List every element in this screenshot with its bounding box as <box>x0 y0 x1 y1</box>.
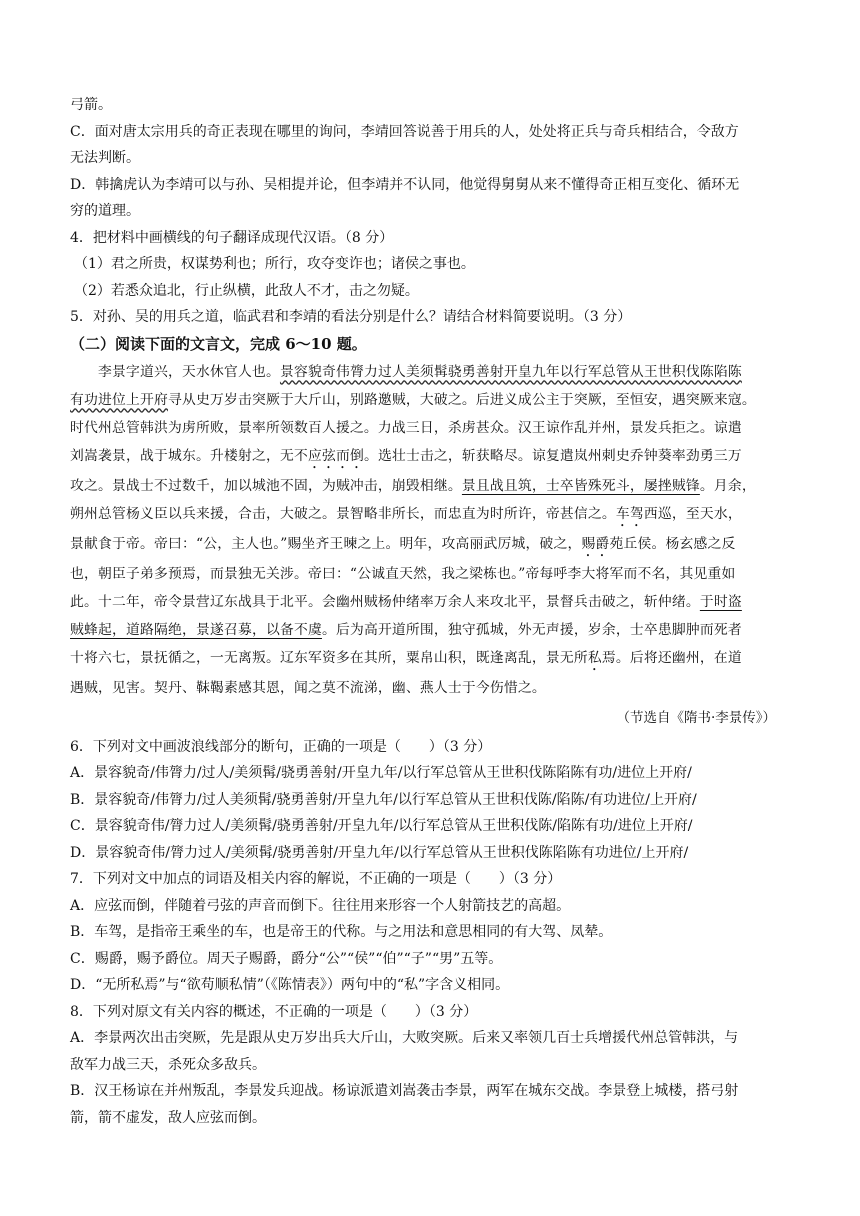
passage-text: 十将六七，景抚循之，一无离叛。辽东军资多在其所，粟帛山积，既逢离乱，景无所 <box>70 649 588 666</box>
section-heading: （二）阅读下面的文言文，完成 6～10 题。 <box>70 334 367 353</box>
classical-passage <box>70 358 790 734</box>
passage-text: 此。十二年，帝令景营辽东战具于北平。会幽州贼杨仲绪率万余人来攻北平，景督兵击破之，斩仲绪。 <box>70 593 700 610</box>
q6-option-d: D．景容貌奇伟/膂力过人/美须髯/骁勇善射/开皇九年/以行军总管从王世积伐陈陷陈有功进位/上开府/ <box>70 844 689 861</box>
q6-option-c: C．景容貌奇伟/膂力过人/美须髯/骁勇善射/开皇九年/以行军总管从王世积伐陈/陷陈有功/进位上开府/ <box>70 818 693 834</box>
q8-stem: 8．下列对原文有关内容的概述，不正确的一项是（ ）（3 分） <box>70 1003 478 1020</box>
passage-text: 焉。后将还幽州，在道 <box>601 649 742 666</box>
passage-line <box>70 588 790 616</box>
passage-line: 也，朝臣子弟多预焉，而景独无关涉。帝曰：“公诚直天然，我之梁栋也。”帝每呼李大将军而不名，其见重如 <box>70 565 736 582</box>
passage-line <box>70 472 790 500</box>
q3-option-c <box>70 119 790 172</box>
passage-text: 西巡，至天水， <box>643 505 742 522</box>
passage-line <box>70 442 790 472</box>
passage-line: 遇贼，见害。契丹、靺鞨素感其恩，闻之莫不流涕，幽、燕人士于今伤惜之。 <box>70 679 546 696</box>
q4-stem: 4．把材料中画横线的句子翻译成现代汉语。（8 分） <box>70 229 394 246</box>
q7-option-a: A．应弦而倒，伴随着弓弦的声音而倒下。往往用来形容一个人射箭技艺的高超。 <box>70 897 571 914</box>
q4-sentence-2: （2）若悉众追北，行止纵横，此敌人不才，击之勿疑。 <box>74 282 419 299</box>
passage-text: 攻之。景战士不过数千，加以城池不固，为贼冲击，崩毁相继。 <box>70 477 462 494</box>
q7-option-d: D．“无所私焉”与“欲苟顺私情”（《陈情表》）两句中的“私”字含义相同。 <box>70 977 510 993</box>
dotted-term: 应弦而倒 <box>307 447 364 464</box>
q8-option-b <box>70 1078 790 1131</box>
q3-option-d <box>70 172 790 225</box>
q8-option-b-line1: B．汉王杨谅在并州叛乱，李景发兵迎战。杨谅派遣刘嵩袭击李景，两军在城东交战。李景登上城楼，搭弓射 <box>70 1083 739 1099</box>
passage-line <box>70 500 790 530</box>
passage-text: 。选壮士击之，斩获略尽。谅复遣岚州刺史乔钟葵率劲勇三万 <box>363 447 742 464</box>
q4-sentence-1: （1）君之所贵，权谋势利也；所行，攻夺变诈也；诸侯之事也。 <box>74 256 475 272</box>
passage-line: 时代州总管韩洪为虏所败，景率所领数百人援之。力战三日，杀虏甚众。汉王谅作乱并州，景发兵拒之。谅遣 <box>70 419 742 436</box>
q7-option-c: C．赐爵，赐予爵位。周天子赐爵，爵分“公”“侯”“伯”“子”“男”五等。 <box>70 950 503 967</box>
wavy-underlined-text: 有功进位上开府 <box>70 391 168 408</box>
passage-text: 。月余， <box>699 477 756 494</box>
q3-option-c-line1: C．面对唐太宗用兵的奇正表现在哪里的询问，李靖回答说善于用兵的人，处处将正兵与奇兵相结合，令敌方 <box>70 123 739 140</box>
underlined-sentence: 于时盗 <box>699 593 742 610</box>
passage-line <box>70 616 790 644</box>
passage-source: （节选自《隋书·李景传》） <box>616 709 776 726</box>
q3-option-d-line1: D．韩擒虎认为李靖可以与孙、吴相提并论，但李靖并不认同，他觉得舅舅从来不懂得奇正相互变化、循环无 <box>70 176 740 193</box>
q8-option-a-line1: A．李景两次出击突厥，先是跟从史万岁出兵大斤山，大败突厥。后来又率领几百士兵增援代州总管韩洪，与 <box>70 1030 739 1046</box>
passage-text: 景献食于帝。帝曰：“公，主人也。”赐坐齐王暕之上。明年，攻高丽武厉城，破之， <box>70 535 582 552</box>
q8-option-a-line2: 敌军力战三天，杀死众多敌兵。 <box>70 1056 266 1073</box>
q5-stem: 5．对孙、吴的用兵之道，临武君和李靖的看法分别是什么？请结合材料简要说明。（3 分） <box>70 309 632 325</box>
passage-line <box>70 644 790 674</box>
q8-option-b-line2: 箭，箭不虚发，敌人应弦而倒。 <box>70 1109 266 1126</box>
q6-option-a: A．景容貌奇/伟膂力/过人/美须髯/骁勇善射/开皇九年/以行军总管从王世积伐陈陷陈有功/进位上开府/ <box>70 765 692 781</box>
passage-text: 朔州总管杨义臣以兵来援，合击，大破之。景智略非所长，而忠直为时所许，帝甚信之。 <box>70 505 616 522</box>
q3-option-d-line2: 穷的道理。 <box>70 203 140 219</box>
passage-text: 。后为高开道所围，独守孤城，外无声援，岁余，士卒患脚肿而死者 <box>321 621 742 638</box>
passage-line <box>70 386 790 414</box>
dotted-term: 车驾 <box>615 505 644 522</box>
passage-line <box>70 358 790 386</box>
dotted-term: 赐爵 <box>581 535 610 552</box>
q6-stem: 6．下列对文中画波浪线部分的断句，正确的一项是（ ）（3 分） <box>70 738 492 755</box>
q8-option-a <box>70 1025 790 1078</box>
underlined-sentence: 景且战且筑，士卒皆殊死斗，屡挫贼锋 <box>461 477 700 494</box>
q3-continuation: 弓箭。 <box>70 97 112 113</box>
passage-text: 寻从史万岁击突厥于大斤山，别路邀贼，大破之。后进义成公主于突厥，至恒安，遇突厥来寇。 <box>167 391 756 408</box>
passage-text: 苑丘侯。杨玄感之反 <box>609 535 736 552</box>
q6-option-b: B．景容貌奇/伟膂力/过人美须髯/骁勇善射/开皇九年/以行军总管从王世积伐陈/陷陈/有功进位/上开府/ <box>70 791 697 808</box>
passage-text: 刘嵩袭景，战于城东。升楼射之，无不 <box>70 447 308 464</box>
underlined-sentence: 贼蜂起，道路隔绝，景遂召募，以备不虞 <box>70 621 322 638</box>
dotted-term: 私 <box>587 649 602 666</box>
wavy-underlined-text: 景容貌奇伟膂力过人美须髯骁勇善射开皇九年以行军总管从王世积伐陈陷陈 <box>279 363 742 380</box>
q3-option-c-line2: 无法判断。 <box>70 150 140 166</box>
passage-line <box>70 530 790 560</box>
q7-stem: 7．下列对文中加点的词语及相关内容的解说，不正确的一项是（ ）（3 分） <box>70 871 562 887</box>
passage-text: 李景字道兴，天水休官人也。 <box>98 363 280 380</box>
q7-option-b: B．车驾，是指帝王乘坐的车，也是帝王的代称。与之用法和意思相同的有大驾、凤辇。 <box>70 924 613 940</box>
